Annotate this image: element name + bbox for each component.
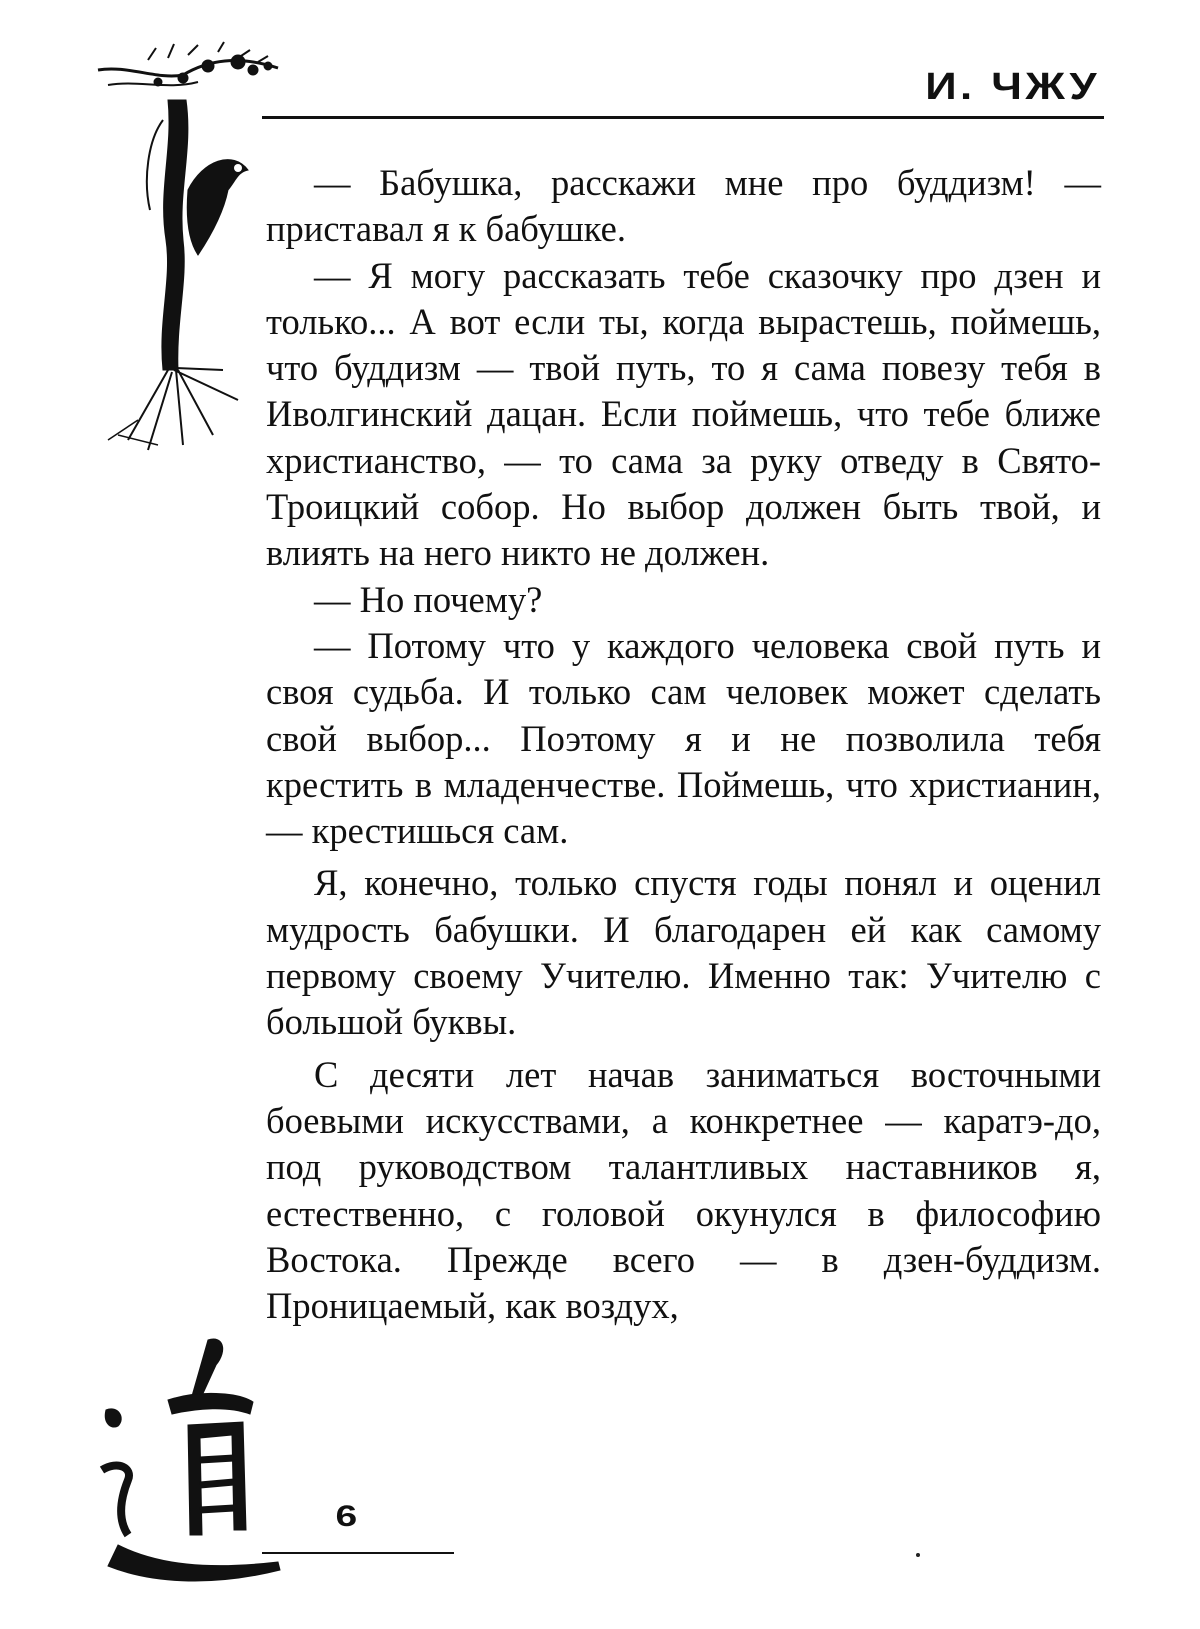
paragraph: Я, конечно, только спустя годы понял и оценил мудрость бабушки. И благодарен ей как самому первому своему Учителю. Именно так: Учителю с большой буквы. bbox=[266, 862, 1101, 1043]
header-rule bbox=[262, 116, 1104, 119]
paragraph: С десяти лет начав заниматься восточными боевыми искусствами, а конкретнее — каратэ-до, под руководством талантливых наставников я, естественно, с головой окунулся в философию Востока. Прежде всего — в дзен-буддизм. Проницаемый, как воздух, bbox=[266, 1053, 1101, 1327]
page-number: 6 bbox=[335, 1500, 358, 1533]
running-head-author: И. ЧЖУ bbox=[925, 66, 1100, 108]
calligraphy-dao-icon bbox=[88, 1330, 288, 1600]
print-speck bbox=[916, 1553, 920, 1557]
body-text bbox=[266, 160, 1101, 1329]
paragraph: — Бабушка, расскажи мне про буддизм! — приставал я к бабушке. bbox=[266, 162, 1101, 250]
paragraph: — Но почему? bbox=[314, 578, 543, 620]
paragraph: — Я могу рассказать тебе сказочку про дзен и только... А вот если ты, когда вырастешь, поймешь, что буддизм — твой путь, то я сама повезу тебя в Иволгинский дацан. Если поймешь, что тебе ближе христианство, — то сама за руку отведу в Свято-Троицкий собор. Но выбор должен быть твой, и влиять на него никто не должен. bbox=[266, 254, 1101, 574]
paragraph: — Потому что у каждого человека свой путь и своя судьба. И только сам человек может сделать свой выбор... Поэтому я и не позволила тебя крестить в младенчестве. Поймешь, что христианин, — крестишься сам. bbox=[266, 624, 1101, 852]
footer-rule bbox=[262, 1552, 454, 1554]
